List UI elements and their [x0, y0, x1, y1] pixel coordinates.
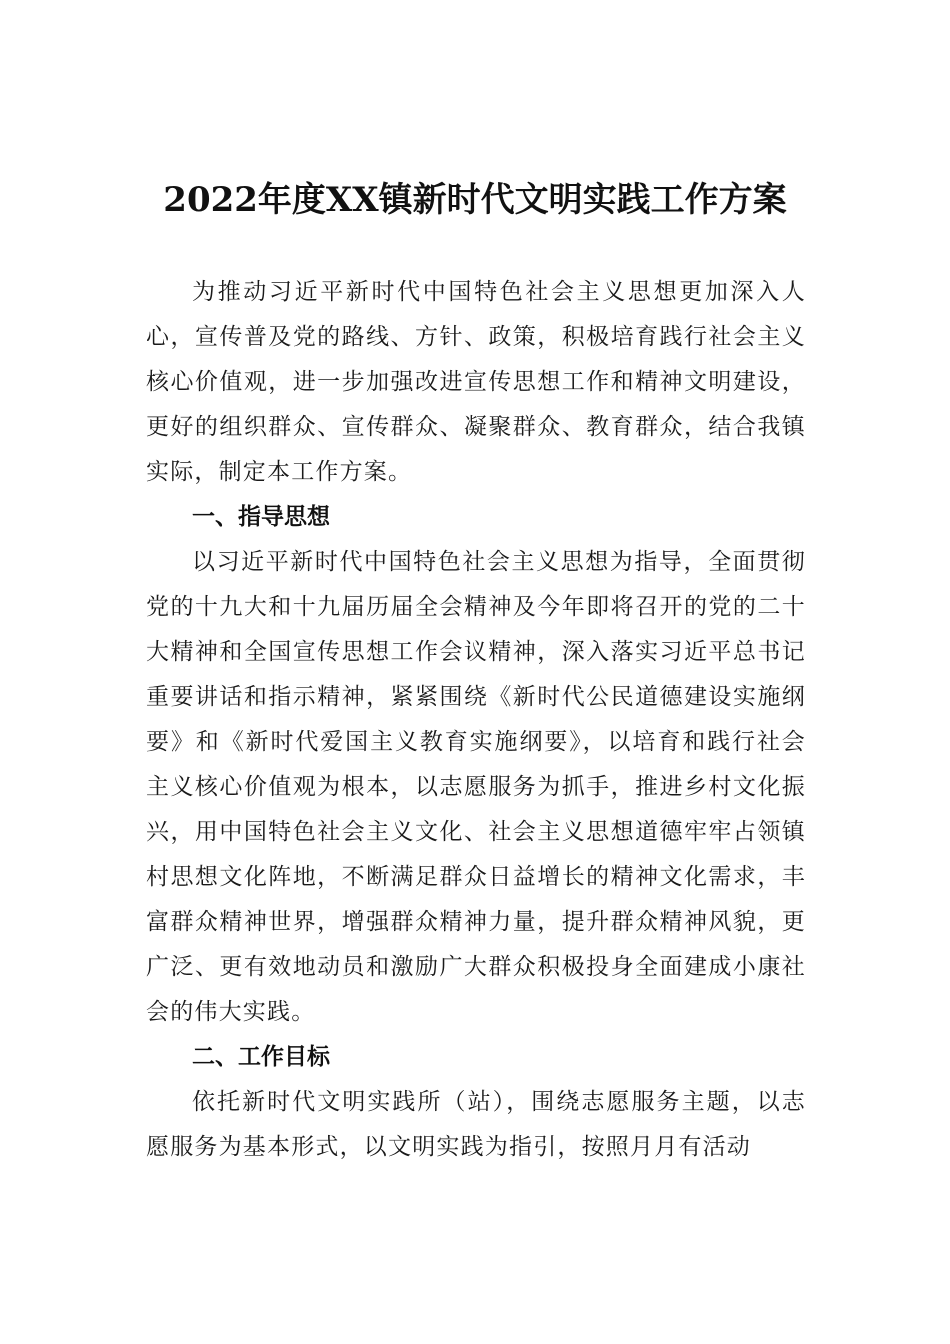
section-heading-goals: 二、工作目标: [192, 1044, 330, 1070]
goals-paragraph: 依托新时代文明实践所（站），围绕志愿服务主题，以志愿服务为基本形式，以文明实践为指引，按照月月有活动: [146, 1089, 806, 1160]
document-title: 2022年度XX镇新时代文明实践工作方案: [163, 180, 787, 220]
section-heading-guiding: 一、指导思想: [192, 504, 330, 530]
intro-paragraph: 为推动习近平新时代中国特色社会主义思想更加深入人心，宣传普及党的路线、方针、政策，积极培育践行社会主义核心价值观，进一步加强改进宣传思想工作和精神文明建设，更好的组织群众、宣传群众、凝聚群众、教育群众，结合我镇实际，制定本工作方案。: [146, 279, 806, 485]
guiding-paragraph: 以习近平新时代中国特色社会主义思想为指导，全面贯彻党的十九大和十九届历届全会精神及今年即将召开的党的二十大精神和全国宣传思想工作会议精神，深入落实习近平总书记重要讲话和指示精神，紧紧围绕《新时代公民道德建设实施纲要》和《新时代爱国主义教育实施纲要》，以培育和践行社会主义核心价值观为根本，以志愿服务为抓手，推进乡村文化振兴，用中国特色社会主义文化、社会主义思想道德牢牢占领镇村思想文化阵地，不断满足群众日益增长的精神文化需求，丰富群众精神世界，增强群众精神力量，提升群众精神风貌，更广泛、更有效地动员和激励广大群众积极投身全面建成小康社会的伟大实践。: [146, 549, 806, 1025]
document-body: [146, 270, 806, 1170]
